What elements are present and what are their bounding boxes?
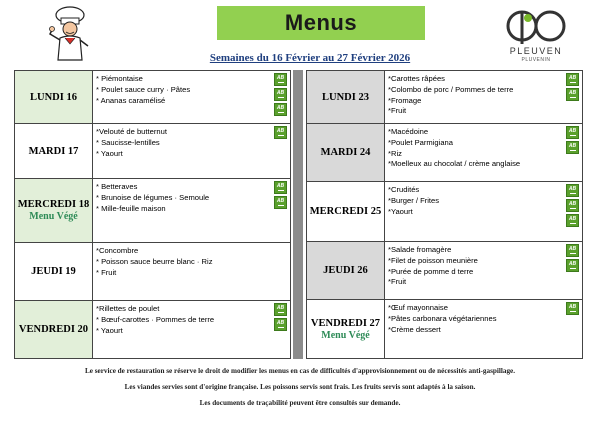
organic-labels (274, 303, 288, 333)
organic-labels (566, 244, 580, 274)
organic-ab-text: AB (276, 105, 285, 111)
organic-ab-text: AB (568, 128, 577, 134)
logo-mark-icon (500, 6, 572, 46)
organic-ab-text: AB (276, 128, 285, 134)
dish-item: *Poulet Parmigiana (388, 137, 454, 147)
day-label: VENDREDI 20 (18, 324, 89, 335)
organic-ab-text: AB (568, 186, 577, 192)
dish-list (388, 303, 560, 335)
dish-item: *Fromage (388, 95, 422, 105)
dish-item: *Carottes râpées (388, 74, 445, 83)
organic-ab-icon (566, 88, 579, 101)
footer-note-2: Les viandes servies sont d'origine française. Les poissons servis sont frais. Les fruits servis sont adaptés à la saison. (124, 383, 476, 391)
column-divider (293, 70, 303, 359)
organic-ab-icon (566, 244, 579, 257)
day-cell (15, 124, 93, 178)
menu-row (306, 70, 583, 124)
dish-item: * Fruit (96, 267, 117, 277)
organic-ab-text: AB (276, 90, 285, 96)
organic-labels (274, 126, 288, 141)
organic-ab-icon (274, 88, 287, 101)
organic-ab-text: AB (568, 246, 577, 252)
day-cell (15, 179, 93, 242)
organic-ab-text: AB (276, 183, 285, 189)
organic-ab-icon (566, 141, 579, 154)
day-cell (15, 243, 93, 300)
organic-ab-icon (566, 126, 579, 139)
day-label: MERCREDI 18 (17, 199, 90, 210)
footer-note-3: Les documents de traçabilité peuvent être consultés sur demande. (199, 399, 401, 407)
menu-vege-label: Menu Végé (321, 329, 370, 341)
organic-labels (274, 181, 288, 211)
organic-ab-text: AB (568, 75, 577, 81)
menu-row (14, 301, 291, 359)
dish-item: *Moelleux au chocolat / crème anglaise (388, 159, 521, 169)
dish-list (96, 74, 268, 106)
day-cell (307, 242, 385, 299)
organic-labels (566, 73, 580, 103)
menu-row (306, 124, 583, 182)
dish-item: *Pâtes carbonara végétariennes (388, 313, 497, 323)
dish-item: * Piémontaise (96, 74, 143, 83)
dish-item: *Burger / Frites (388, 195, 440, 205)
dish-item: * Yaourt (96, 148, 123, 158)
dish-item: *Œuf mayonnaise (388, 303, 448, 312)
organic-ab-icon (566, 214, 579, 227)
logo-subtitle: PLUVENIN (521, 57, 551, 63)
chef-illustration (44, 6, 96, 62)
day-label: MARDI 24 (320, 147, 371, 158)
day-cell (307, 124, 385, 181)
dish-item: *Purée de pomme d terre (388, 266, 474, 276)
logo-name: PLEUVEN (509, 46, 563, 56)
organic-ab-icon (274, 303, 287, 316)
organic-ab-icon (566, 302, 579, 315)
dish-item: * Saucisse-lentilles (96, 137, 160, 147)
organic-ab-text: AB (568, 304, 577, 310)
dish-item: * Poisson sauce beurre blanc · Riz (96, 256, 213, 266)
dish-list (96, 182, 268, 214)
organic-ab-icon (274, 126, 287, 139)
day-label: JEUDI 26 (323, 265, 368, 276)
day-cell (307, 300, 385, 358)
page-title: Menus (284, 10, 358, 35)
dish-item: *Yaourt (388, 206, 413, 216)
day-label: JEUDI 19 (31, 266, 76, 277)
organic-ab-text: AB (276, 305, 285, 311)
dish-item: *Concombre (96, 246, 139, 255)
day-label: VENDREDI 27 (310, 317, 381, 329)
dish-list (388, 185, 560, 217)
organic-ab-icon (274, 318, 287, 331)
dish-item: *Macédoine (388, 127, 429, 136)
dish-item: *Salade fromagère (388, 245, 452, 254)
organic-ab-icon (274, 181, 287, 194)
day-label: LUNDI 16 (30, 91, 77, 103)
organic-ab-icon (274, 73, 287, 86)
dish-item: * Mille-feuille maison (96, 203, 166, 213)
dish-item: * Yaourt (96, 325, 123, 335)
organic-ab-text: AB (568, 201, 577, 207)
dish-list (96, 246, 268, 278)
menu-column-week-1 (14, 70, 291, 359)
menu-row (14, 243, 291, 301)
organic-ab-text: AB (276, 75, 285, 81)
day-cell (15, 71, 93, 123)
dish-item: * Bœuf-carottes · Pommes de terre (96, 314, 215, 324)
dish-list (388, 74, 560, 117)
dish-item: * Brunoise de légumes · Semoule (96, 192, 210, 202)
menu-vege-label: Menu Végé (29, 211, 78, 222)
day-label: MARDI 17 (28, 145, 79, 157)
menu-row (306, 242, 583, 300)
organic-labels (566, 302, 580, 317)
day-cell (307, 182, 385, 241)
day-cell (15, 301, 93, 358)
dish-item: *Colombo de porc / Pommes de terre (388, 84, 514, 94)
organic-ab-icon (566, 259, 579, 272)
day-label: LUNDI 23 (322, 91, 369, 103)
organic-ab-icon (566, 73, 579, 86)
dish-item: *Crème dessert (388, 324, 441, 334)
footer-note-1: Le service de restauration se réserve le droit de modifier les menus en cas de difficultés d'approvisionnement ou de nécessités anti-gaspillage. (84, 367, 516, 375)
organic-ab-text: AB (568, 143, 577, 149)
dish-item: *Velouté de butternut (96, 127, 167, 136)
day-cell (307, 71, 385, 123)
dish-list (96, 304, 268, 336)
organic-ab-icon (566, 184, 579, 197)
dish-list (96, 127, 268, 159)
organic-ab-icon (566, 199, 579, 212)
organic-labels (566, 184, 580, 229)
organic-ab-text: AB (568, 216, 577, 222)
organic-labels (274, 73, 288, 118)
dish-item: * Poulet sauce curry · Pâtes (96, 84, 191, 94)
organic-ab-text: AB (276, 320, 285, 326)
dish-item: *Rillettes de poulet (96, 304, 160, 313)
menu-row (14, 124, 291, 179)
dish-item: *Crudités (388, 185, 420, 194)
menu-row (306, 182, 583, 242)
organic-ab-text: AB (276, 198, 285, 204)
menu-row (306, 300, 583, 359)
organic-ab-text: AB (568, 261, 577, 267)
dish-item: * Ananas caramélisé (96, 95, 166, 105)
menu-title-banner (217, 6, 425, 40)
pleuven-logo (500, 6, 588, 66)
weeks-range: Semaines du 16 Février au 27 Février 2026 (209, 52, 411, 64)
menu-row (14, 179, 291, 243)
dish-item: *Riz (388, 148, 402, 158)
dish-item: *Fruit (388, 277, 407, 287)
dish-list (388, 127, 560, 170)
day-label: MERCREDI 25 (309, 206, 382, 217)
organic-labels (566, 126, 580, 156)
dish-item: *Fruit (388, 106, 407, 116)
menu-row (14, 70, 291, 124)
organic-ab-text: AB (568, 90, 577, 96)
organic-ab-icon (274, 103, 287, 116)
dish-item: *Filet de poisson meunière (388, 255, 478, 265)
menu-column-week-2 (306, 70, 583, 359)
dish-list (388, 245, 560, 288)
dish-item: * Betteraves (96, 182, 138, 191)
organic-ab-icon (274, 196, 287, 209)
